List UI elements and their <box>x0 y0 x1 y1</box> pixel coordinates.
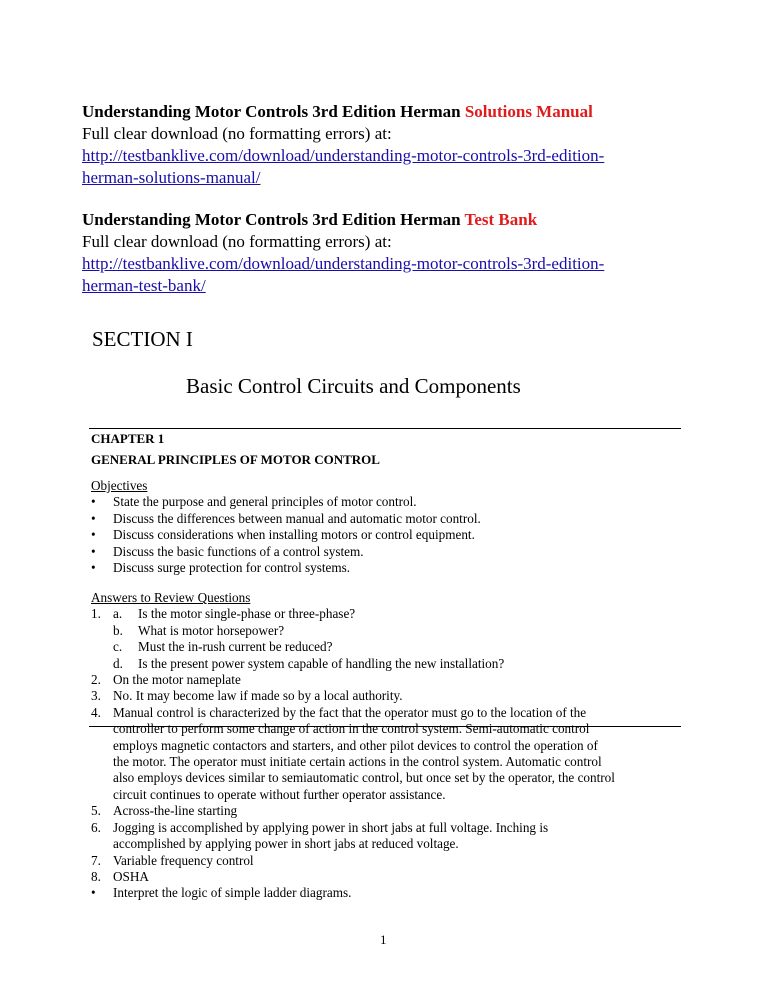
page-number: 1 <box>380 932 387 947</box>
sub-letter: b. <box>113 622 123 638</box>
answer-number: 7. <box>91 852 101 868</box>
promo-title <box>82 209 682 231</box>
promo-solutions-manual <box>82 101 682 189</box>
answer-number: 3. <box>91 688 101 704</box>
list-item <box>91 560 681 576</box>
promo-subtitle: Full clear download (no formatting errors) at: <box>82 124 392 143</box>
link-line-1[interactable]: http://testbanklive.com/download/understanding-motor-controls-3rd-edition- <box>82 254 605 273</box>
section-title: SECTION I <box>92 327 193 351</box>
answer-number: 5. <box>91 803 101 819</box>
objective-text: State the purpose and general principles of motor control. <box>113 494 417 510</box>
sub-letter: d. <box>113 655 123 671</box>
promo-title <box>82 101 682 123</box>
answer-1-sub <box>91 656 681 672</box>
answer-text: also employs devices similar to semiautomatic control, but once set by the operator, the control <box>113 770 615 786</box>
list-item <box>91 544 681 560</box>
overlay-rule <box>89 726 681 727</box>
bullet: • <box>91 494 96 510</box>
answer-text: OSHA <box>113 868 149 884</box>
promo-title-main: Understanding Motor Controls 3rd Edition Herman <box>82 210 461 229</box>
answer-text: Interpret the logic of simple ladder diagrams. <box>113 885 352 901</box>
list-item <box>91 511 681 527</box>
answer-text: circuit continues to operate without further operator assistance. <box>113 786 446 802</box>
chapter-number: CHAPTER 1 <box>91 431 165 446</box>
chapter-divider <box>89 428 681 429</box>
answers-section <box>91 590 681 902</box>
link-line-2[interactable]: herman-test-bank/ <box>82 276 206 295</box>
answer-5 <box>91 803 681 819</box>
bullet: • <box>91 527 96 543</box>
bullet: • <box>91 543 96 559</box>
answer-number: 1. <box>91 606 101 622</box>
promo-title-accent: Test Bank <box>464 210 538 229</box>
answer-3 <box>91 688 681 704</box>
answer-1-sub <box>91 623 681 639</box>
list-item <box>91 527 681 543</box>
objectives-section <box>91 478 681 576</box>
answer-1-sub <box>91 639 681 655</box>
link-line-2[interactable]: herman-solutions-manual/ <box>82 168 261 187</box>
answer-4 <box>91 705 681 721</box>
promo-subtitle: Full clear download (no formatting errors) at: <box>82 232 392 251</box>
answer-1 <box>91 606 681 622</box>
answer-text: Manual control is characterized by the fact that the operator must go to the location of the <box>113 704 587 720</box>
answer-7 <box>91 853 681 869</box>
objectives-heading: Objectives <box>91 478 148 493</box>
answer-text: accomplished by applying power in short jabs at reduced voltage. <box>113 836 459 852</box>
sub-letter: c. <box>113 639 123 655</box>
answer-text: Across-the-line starting <box>113 803 238 819</box>
promo-title-accent: Solutions Manual <box>464 102 593 121</box>
answer-number: 8. <box>91 868 101 884</box>
sub-letter: a. <box>113 606 123 622</box>
sub-text: Is the motor single-phase or three-phase? <box>138 606 356 622</box>
answer-number: 4. <box>91 704 101 720</box>
bullet: • <box>91 560 96 576</box>
objective-text: Discuss the differences between manual and automatic motor control. <box>113 510 481 526</box>
sub-text: What is motor horsepower? <box>138 622 285 638</box>
objective-text: Discuss considerations when installing motors or control equipment. <box>113 527 475 543</box>
test-bank-link[interactable] <box>82 253 682 297</box>
answer-text: No. It may become law if made so by a local authority. <box>113 688 403 704</box>
sub-text: Must the in-rush current be reduced? <box>138 639 333 655</box>
objective-text: Discuss surge protection for control systems. <box>113 560 351 576</box>
solutions-manual-link[interactable] <box>82 145 682 189</box>
list-item <box>91 494 681 510</box>
answer-number: 6. <box>91 819 101 835</box>
section-subtitle: Basic Control Circuits and Components <box>186 374 521 398</box>
answer-8 <box>91 869 681 885</box>
bullet: • <box>91 510 96 526</box>
promo-test-bank <box>82 209 682 297</box>
answers-heading: Answers to Review Questions <box>91 590 251 605</box>
extra-bullet <box>91 885 681 901</box>
answer-text: the motor. The operator must initiate certain actions in the control system. Automatic control <box>113 754 602 770</box>
promo-title-main: Understanding Motor Controls 3rd Edition Herman <box>82 102 461 121</box>
answer-text: Jogging is accomplished by applying power in short jabs at full voltage. Inching is <box>113 819 549 835</box>
sub-text: Is the present power system capable of handling the new installation? <box>138 655 505 671</box>
objective-text: Discuss the basic functions of a control system. <box>113 543 364 559</box>
link-line-1[interactable]: http://testbanklive.com/download/understanding-motor-controls-3rd-edition- <box>82 146 605 165</box>
answer-number: 2. <box>91 672 101 688</box>
answer-text: controller to perform some change of action in the control system. Semi-automatic control <box>113 721 590 737</box>
answer-2 <box>91 672 681 688</box>
answer-text: On the motor nameplate <box>113 672 241 688</box>
answer-text: employs magnetic contactors and starters, and other pilot devices to control the operation of <box>113 737 598 753</box>
answer-text: Variable frequency control <box>113 852 254 868</box>
bullet: • <box>91 885 96 901</box>
chapter-title: GENERAL PRINCIPLES OF MOTOR CONTROL <box>91 452 380 467</box>
answer-6 <box>91 820 681 836</box>
